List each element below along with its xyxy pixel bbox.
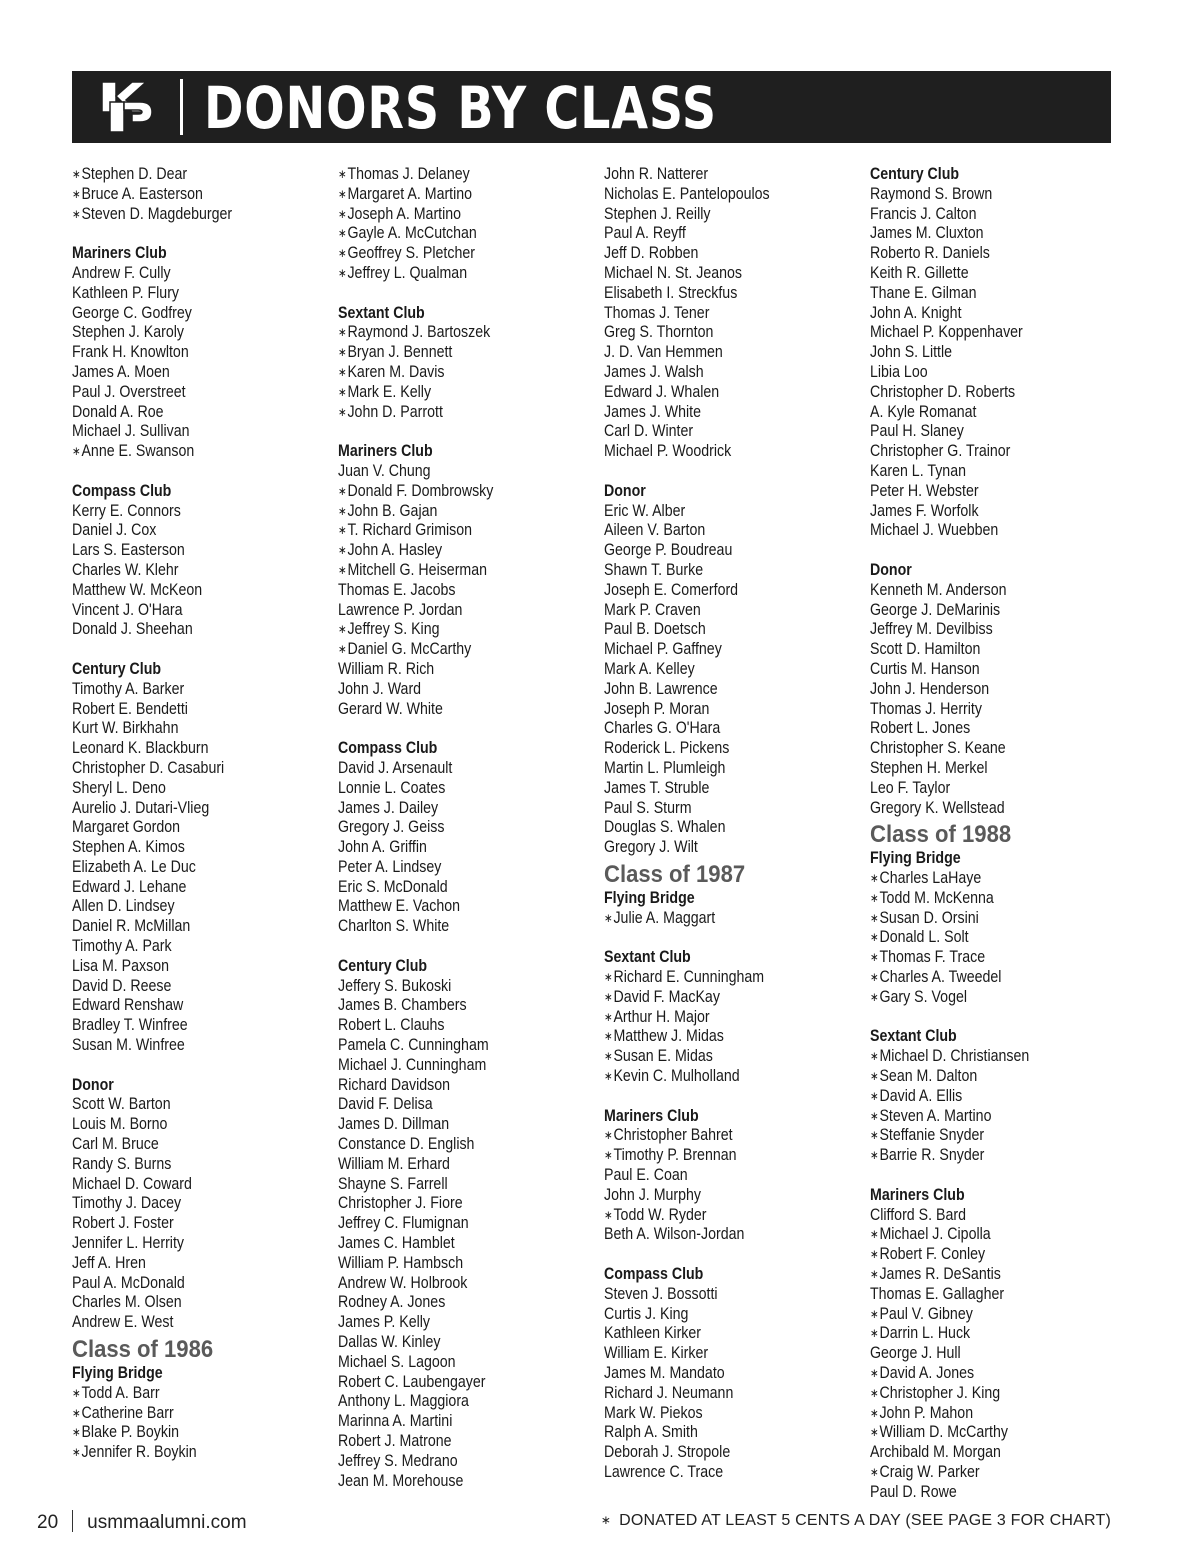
donor-name: Robert J. Matrone <box>338 1432 452 1450</box>
donor-name: ∗ Steven D. Magdeburger <box>72 205 304 225</box>
donor-name: David D. Reese <box>72 976 172 995</box>
donor-name: ∗ Raymond J. Bartoszek <box>338 323 570 343</box>
donor-name: Leonard K. Blackburn <box>72 739 209 758</box>
donor-name: James J. Dailey <box>338 798 439 817</box>
donor-name: James A. Moen <box>72 362 170 381</box>
donor-name: Paul A. Reyff <box>604 224 686 243</box>
donor-name: John J. Ward <box>338 679 422 698</box>
donor-name: ∗ Geoffrey S. Pletcher <box>338 244 570 264</box>
donor-name: Louis M. Borno <box>72 1115 168 1134</box>
donor-name: Timothy J. Dacey <box>72 1194 182 1213</box>
donor-name: ∗ Thomas J. Delaney <box>338 165 570 185</box>
donor-name: ∗ John B. Gajan <box>338 502 570 522</box>
donor-name: William R. Rich <box>338 659 435 678</box>
donor-name: Mark W. Piekos <box>604 1403 703 1422</box>
donor-name: Archibald M. Morgan <box>870 1443 1001 1462</box>
donor-name: ∗ Steven A. Martino <box>870 1107 1102 1127</box>
donor-name: Lonnie L. Coates <box>338 778 446 797</box>
spacer <box>338 422 608 442</box>
club-heading: Compass Club <box>604 1265 704 1284</box>
donor-name: Scott D. Hamilton <box>870 640 981 659</box>
donor-name: Jeffery S. Bukoski <box>338 976 452 995</box>
donor-name: Shawn T. Burke <box>604 560 704 579</box>
donor-name: Randy S. Burns <box>72 1154 172 1173</box>
donor-name: Joseph P. Moran <box>604 699 710 718</box>
club-heading: Flying Bridge <box>604 888 695 907</box>
donor-name: ∗ Christopher J. King <box>870 1384 1102 1404</box>
donor-name: ∗ Charles LaHaye <box>870 869 1102 889</box>
donor-name: Kerry E. Connors <box>72 501 181 520</box>
donor-name: Clifford S. Bard <box>870 1205 966 1224</box>
spacer <box>338 284 608 304</box>
donor-name: James J. White <box>604 402 701 421</box>
donor-name: Frank H. Knowlton <box>72 343 189 362</box>
donor-name: ∗ Blake P. Boykin <box>72 1423 304 1443</box>
donor-name: Paul D. Rowe <box>870 1482 957 1501</box>
donor-name: ∗ William D. McCarthy <box>870 1423 1102 1443</box>
star-icon: ∗ <box>600 1513 612 1527</box>
donor-name: ∗ David A. Ellis <box>870 1087 1102 1107</box>
club-heading: Mariners Club <box>604 1106 699 1125</box>
donor-name: Carl M. Bruce <box>72 1135 159 1154</box>
donor-name: James J. Walsh <box>604 362 704 381</box>
donor-name: Juan V. Chung <box>338 461 431 480</box>
donor-name: George J. Hull <box>870 1344 961 1363</box>
donor-name: ∗ Susan E. Midas <box>604 1047 836 1067</box>
club-heading: Sextant Club <box>604 948 691 967</box>
club-heading: Sextant Club <box>338 303 425 322</box>
donor-name: Edward J. Whalen <box>604 382 720 401</box>
donor-name: Thane E. Gilman <box>870 283 977 302</box>
donor-name: Michael P. Koppenhaver <box>870 323 1023 342</box>
donor-name: John A. Knight <box>870 303 962 322</box>
donor-name: Greg S. Thornton <box>604 323 714 342</box>
donor-column-4 <box>870 165 1140 1503</box>
donor-name: Keith R. Gillette <box>870 263 969 282</box>
donor-name: William E. Kirker <box>604 1344 709 1363</box>
donor-name: David F. Delisa <box>338 1095 433 1114</box>
donor-name: ∗ Arthur H. Major <box>604 1008 836 1028</box>
donor-name: Peter H. Webster <box>870 481 979 500</box>
donor-name: ∗ Donald L. Solt <box>870 928 1102 948</box>
donor-name: George P. Boudreau <box>604 541 733 560</box>
donor-name: Michael S. Lagoon <box>338 1352 456 1371</box>
kp-logo <box>72 71 180 143</box>
donor-name: Thomas J. Herrity <box>870 699 982 718</box>
donor-name: ∗ Gary S. Vogel <box>870 988 1102 1008</box>
donor-name: Timothy A. Barker <box>72 679 185 698</box>
club-heading: Mariners Club <box>72 244 167 263</box>
donor-name: Margaret Gordon <box>72 818 181 837</box>
donor-name: Daniel R. McMillan <box>72 917 191 936</box>
donor-name: Edward Renshaw <box>72 996 184 1015</box>
donor-name: ∗ Anne E. Swanson <box>72 442 304 462</box>
donor-name: Joseph E. Comerford <box>604 580 739 599</box>
donor-name: ∗ John P. Mahon <box>870 1404 1102 1424</box>
donor-name: ∗ Steffanie Snyder <box>870 1126 1102 1146</box>
donor-name: ∗ Jeffrey L. Qualman <box>338 264 570 284</box>
donor-name: Michael J. Sullivan <box>72 422 190 441</box>
donor-name: Jennifer L. Herrity <box>72 1234 184 1253</box>
donor-name: ∗ Jeffrey S. King <box>338 620 570 640</box>
donor-column-1 <box>72 165 342 1463</box>
donor-name: ∗ Donald F. Dombrowsky <box>338 482 570 502</box>
donor-name: ∗ Margaret A. Martino <box>338 185 570 205</box>
club-heading: Donor <box>870 560 912 579</box>
header-divider <box>180 79 183 135</box>
donor-name: Daniel J. Cox <box>72 521 157 540</box>
donor-name: John A. Griffin <box>338 838 427 857</box>
donor-name: Thomas E. Gallagher <box>870 1284 1005 1303</box>
donor-name: Lawrence P. Jordan <box>338 600 463 619</box>
donor-name: Jeffrey C. Flumignan <box>338 1214 469 1233</box>
donor-name: Robert J. Foster <box>72 1214 174 1233</box>
donor-name: Andrew F. Cully <box>72 263 171 282</box>
donor-name: Sheryl L. Deno <box>72 778 166 797</box>
donor-name: ∗ Julie A. Maggart <box>604 909 836 929</box>
club-heading: Sextant Club <box>870 1027 957 1046</box>
donor-name: ∗ Craig W. Parker <box>870 1463 1102 1483</box>
spacer <box>72 640 342 660</box>
spacer <box>72 1056 342 1076</box>
donor-name: Christopher G. Trainor <box>870 442 1011 461</box>
donor-name: Raymond S. Brown <box>870 184 993 203</box>
club-heading: Century Club <box>870 165 960 183</box>
donor-name: John B. Lawrence <box>604 679 718 698</box>
donor-name: Thomas E. Jacobs <box>338 580 456 599</box>
donor-name: Kathleen Kirker <box>604 1324 702 1343</box>
club-heading: Compass Club <box>338 739 438 758</box>
class-year-heading: Class of 1987 <box>604 860 746 888</box>
donor-name: Stephen H. Merkel <box>870 758 988 777</box>
donor-name: Curtis J. King <box>604 1304 689 1323</box>
donor-name: Stephen J. Reilly <box>604 204 711 223</box>
donor-name: John J. Murphy <box>604 1185 702 1204</box>
donor-name: Lisa M. Paxson <box>72 956 170 975</box>
donor-name: Aileen V. Barton <box>604 521 706 540</box>
donor-name: Christopher J. Fiore <box>338 1194 463 1213</box>
donor-name: ∗ Catherine Barr <box>72 1404 304 1424</box>
donor-name: ∗ Joseph A. Martino <box>338 205 570 225</box>
donor-name: Richard J. Neumann <box>604 1383 734 1402</box>
donor-name: Pamela C. Cunningham <box>338 1036 489 1055</box>
donor-name: ∗ Darrin L. Huck <box>870 1324 1102 1344</box>
donor-name: ∗ Todd W. Ryder <box>604 1206 836 1226</box>
donor-name: Edward J. Lehane <box>72 877 187 896</box>
donor-name: Scott W. Barton <box>72 1095 171 1114</box>
page-title: DONORS BY CLASS <box>204 74 717 142</box>
donor-name: ∗ Gayle A. McCutchan <box>338 224 570 244</box>
donor-name: Douglas S. Whalen <box>604 818 726 837</box>
donor-name: Lars S. Easterson <box>72 541 185 560</box>
club-heading: Mariners Club <box>870 1185 965 1204</box>
donor-name: Marinna A. Martini <box>338 1412 453 1431</box>
donor-name: Robert C. Laubengayer <box>338 1372 486 1391</box>
footer-divider <box>72 1510 73 1532</box>
spacer <box>604 928 874 948</box>
donor-name: ∗ Stephen D. Dear <box>72 165 304 185</box>
spacer <box>338 937 608 957</box>
donor-name: Paul B. Doetsch <box>604 620 706 639</box>
donor-name: Richard Davidson <box>338 1075 451 1094</box>
donor-name: Michael J. Cunningham <box>338 1055 487 1074</box>
donor-name: ∗ Karen M. Davis <box>338 363 570 383</box>
donor-name: Michael P. Gaffney <box>604 640 722 659</box>
donor-name: Robert L. Clauhs <box>338 1016 445 1035</box>
spacer <box>604 1087 874 1107</box>
spacer <box>72 224 342 244</box>
donor-name: Charles G. O'Hara <box>604 719 721 738</box>
donor-name: Roberto R. Daniels <box>870 244 990 263</box>
donor-name: James B. Chambers <box>338 996 467 1015</box>
donor-name: John J. Henderson <box>870 679 990 698</box>
donor-name: ∗ Christopher Bahret <box>604 1126 836 1146</box>
donor-name: Francis J. Calton <box>870 204 977 223</box>
donor-name: Constance D. English <box>338 1135 475 1154</box>
donor-name: Stephen A. Kimos <box>72 838 185 857</box>
donor-name: Jeff A. Hren <box>72 1253 146 1272</box>
donor-name: William M. Erhard <box>338 1154 450 1173</box>
donor-name: Vincent J. O'Hara <box>72 600 183 619</box>
club-heading: Century Club <box>338 956 428 975</box>
club-heading: Donor <box>604 481 646 500</box>
donor-name: Bradley T. Winfree <box>72 1016 188 1035</box>
donor-name: Michael N. St. Jeanos <box>604 263 743 282</box>
donor-name: ∗ Matthew J. Midas <box>604 1027 836 1047</box>
donor-name: Libia Loo <box>870 362 928 381</box>
donor-name: ∗ Michael J. Cipolla <box>870 1225 1102 1245</box>
donor-name: Donald J. Sheehan <box>72 620 193 639</box>
donor-name: Robert E. Bendetti <box>72 699 188 718</box>
donor-name: David J. Arsenault <box>338 758 453 777</box>
donor-name: ∗ Thomas F. Trace <box>870 948 1102 968</box>
donor-name: Leo F. Taylor <box>870 778 951 797</box>
spacer <box>870 541 1140 561</box>
spacer <box>604 1245 874 1265</box>
donor-name: ∗ John D. Parrott <box>338 403 570 423</box>
donor-name: Rodney A. Jones <box>338 1293 446 1312</box>
donor-column-2 <box>338 165 608 1491</box>
donor-column-3 <box>604 165 874 1483</box>
spacer <box>870 1008 1140 1028</box>
club-heading: Flying Bridge <box>870 849 961 868</box>
donor-name: ∗ Jennifer R. Boykin <box>72 1443 304 1463</box>
donor-name: John S. Little <box>870 343 953 362</box>
donor-name: James M. Cluxton <box>870 224 984 243</box>
donor-name: George C. Godfrey <box>72 303 192 322</box>
donor-name: Aurelio J. Dutari-Vlieg <box>72 798 210 817</box>
donor-name: Matthew E. Vachon <box>338 897 460 916</box>
page-number: 20 <box>37 1512 59 1533</box>
donor-name: Paul A. McDonald <box>72 1273 185 1292</box>
donor-name: ∗ Kevin C. Mulholland <box>604 1067 836 1087</box>
donor-name: George J. DeMarinis <box>870 600 1001 619</box>
donor-name: Deborah J. Stropole <box>604 1443 731 1462</box>
donor-name: Michael P. Woodrick <box>604 442 732 461</box>
class-year-heading: Class of 1986 <box>72 1336 214 1364</box>
site-url[interactable]: usmmaalumni.com <box>87 1512 247 1533</box>
donor-name: Charles M. Olsen <box>72 1293 182 1312</box>
donor-name: Eric W. Alber <box>604 501 686 520</box>
donor-name: James M. Mandato <box>604 1364 725 1383</box>
donor-name: Gregory J. Geiss <box>338 818 445 837</box>
donor-name: ∗ Daniel G. McCarthy <box>338 640 570 660</box>
donor-name: ∗ David A. Jones <box>870 1364 1102 1384</box>
donor-name: Gregory J. Wilt <box>604 838 698 857</box>
donor-name: Gregory K. Wellstead <box>870 798 1005 817</box>
donor-name: J. D. Van Hemmen <box>604 343 723 362</box>
donor-name: Andrew W. Holbrook <box>338 1273 468 1292</box>
star-footnote <box>601 1512 1111 1530</box>
donor-name: ∗ Michael D. Christiansen <box>870 1047 1102 1067</box>
donor-name: Gerard W. White <box>338 699 443 718</box>
class-year-heading: Class of 1988 <box>870 821 1012 849</box>
donor-name: ∗ Bruce A. Easterson <box>72 185 304 205</box>
donor-name: Paul J. Overstreet <box>72 382 186 401</box>
donor-name: ∗ T. Richard Grimison <box>338 521 570 541</box>
spacer <box>72 462 342 482</box>
donor-name: A. Kyle Romanat <box>870 402 977 421</box>
donor-name: Martin L. Plumleigh <box>604 758 726 777</box>
donor-name: Jeffrey M. Devilbiss <box>870 620 993 639</box>
club-heading: Century Club <box>72 659 162 678</box>
donor-name: Eric S. McDonald <box>338 877 448 896</box>
donor-name: Christopher D. Roberts <box>870 382 1016 401</box>
donor-name: Carl D. Winter <box>604 422 694 441</box>
donor-name: Paul S. Sturm <box>604 798 692 817</box>
header-banner <box>72 71 1111 143</box>
spacer <box>870 1166 1140 1186</box>
donor-name: Michael J. Wuebben <box>870 521 999 540</box>
donor-name: Timothy A. Park <box>72 937 172 956</box>
club-heading: Compass Club <box>72 481 172 500</box>
donor-name: Kenneth M. Anderson <box>870 580 1007 599</box>
donor-name: Nicholas E. Pantelopoulos <box>604 184 770 203</box>
donor-name: James D. Dillman <box>338 1115 450 1134</box>
donor-name: Dallas W. Kinley <box>338 1333 441 1352</box>
donor-name: Christopher S. Keane <box>870 739 1006 758</box>
donor-name: Roderick L. Pickens <box>604 739 730 758</box>
donor-name: ∗ Barrie R. Snyder <box>870 1146 1102 1166</box>
donor-name: Kathleen P. Flury <box>72 283 180 302</box>
footnote-text: DONATED AT LEAST 5 CENTS A DAY (SEE PAGE 3 FOR CHART) <box>619 1512 1111 1529</box>
club-heading: Mariners Club <box>338 442 433 461</box>
donor-name: Steven J. Bossotti <box>604 1284 718 1303</box>
donor-name: James T. Struble <box>604 778 710 797</box>
donor-name: Beth A. Wilson-Jordan <box>604 1225 745 1244</box>
donor-name: Jeffrey S. Medrano <box>338 1451 458 1470</box>
donor-name: Thomas J. Tener <box>604 303 710 322</box>
donor-name: James C. Hamblet <box>338 1234 455 1253</box>
donor-name: Christopher D. Casaburi <box>72 758 225 777</box>
donor-name: Anthony L. Maggiora <box>338 1392 469 1411</box>
page-footer <box>37 1510 247 1534</box>
spacer <box>338 719 608 739</box>
donor-name: Jeff D. Robben <box>604 244 699 263</box>
donor-name: Robert L. Jones <box>870 719 971 738</box>
donor-name: Ralph A. Smith <box>604 1423 698 1442</box>
donor-name: Jean M. Morehouse <box>338 1471 464 1490</box>
donor-name: Kurt W. Birkhahn <box>72 719 179 738</box>
donor-name: Paul H. Slaney <box>870 422 964 441</box>
donor-name: ∗ Susan D. Orsini <box>870 909 1102 929</box>
donor-name: Curtis M. Hanson <box>870 659 980 678</box>
donor-name: Paul E. Coan <box>604 1166 688 1185</box>
donor-name: ∗ Timothy P. Brennan <box>604 1146 836 1166</box>
donor-name: Charles W. Klehr <box>72 560 179 579</box>
donor-name: James P. Kelly <box>338 1313 431 1332</box>
club-heading: Donor <box>72 1075 114 1094</box>
donor-name: William P. Hambsch <box>338 1253 464 1272</box>
donor-name: ∗ Sean M. Dalton <box>870 1067 1102 1087</box>
donor-name: ∗ Richard E. Cunningham <box>604 968 836 988</box>
donor-name: Allen D. Lindsey <box>72 897 175 916</box>
donor-name: Susan M. Winfree <box>72 1036 185 1055</box>
donor-name: Lawrence C. Trace <box>604 1463 724 1481</box>
club-heading: Flying Bridge <box>72 1364 163 1383</box>
donor-name: Mark P. Craven <box>604 600 701 619</box>
donor-name: ∗ Mitchell G. Heiserman <box>338 561 570 581</box>
donor-name: Mark A. Kelley <box>604 659 695 678</box>
donor-name: ∗ Mark E. Kelly <box>338 383 570 403</box>
donor-name: ∗ Paul V. Gibney <box>870 1305 1102 1325</box>
donor-name: ∗ Todd A. Barr <box>72 1384 304 1404</box>
donor-name: ∗ Todd M. McKenna <box>870 889 1102 909</box>
donor-name: John R. Natterer <box>604 165 709 183</box>
donor-name: James F. Worfolk <box>870 501 979 520</box>
donor-name: ∗ Robert F. Conley <box>870 1245 1102 1265</box>
donor-name: Elizabeth A. Le Duc <box>72 857 196 876</box>
donor-name: ∗ James R. DeSantis <box>870 1265 1102 1285</box>
donor-name: Shayne S. Farrell <box>338 1174 448 1193</box>
donor-name: Michael D. Coward <box>72 1174 192 1193</box>
donor-name: Andrew E. West <box>72 1313 174 1332</box>
donor-name: Elisabeth I. Streckfus <box>604 283 738 302</box>
donor-name: Peter A. Lindsey <box>338 857 442 876</box>
donor-name: Stephen J. Karoly <box>72 323 185 342</box>
donor-name: ∗ Bryan J. Bennett <box>338 343 570 363</box>
spacer <box>604 462 874 482</box>
donor-name: ∗ Charles A. Tweedel <box>870 968 1102 988</box>
donor-name: Matthew W. McKeon <box>72 580 203 599</box>
donor-name: ∗ John A. Hasley <box>338 541 570 561</box>
logo-text: KP <box>126 135 128 136</box>
donor-name: Karen L. Tynan <box>870 461 966 480</box>
donor-name: Donald A. Roe <box>72 402 164 421</box>
donor-name: ∗ David F. MacKay <box>604 988 836 1008</box>
donor-name: Charlton S. White <box>338 917 450 936</box>
